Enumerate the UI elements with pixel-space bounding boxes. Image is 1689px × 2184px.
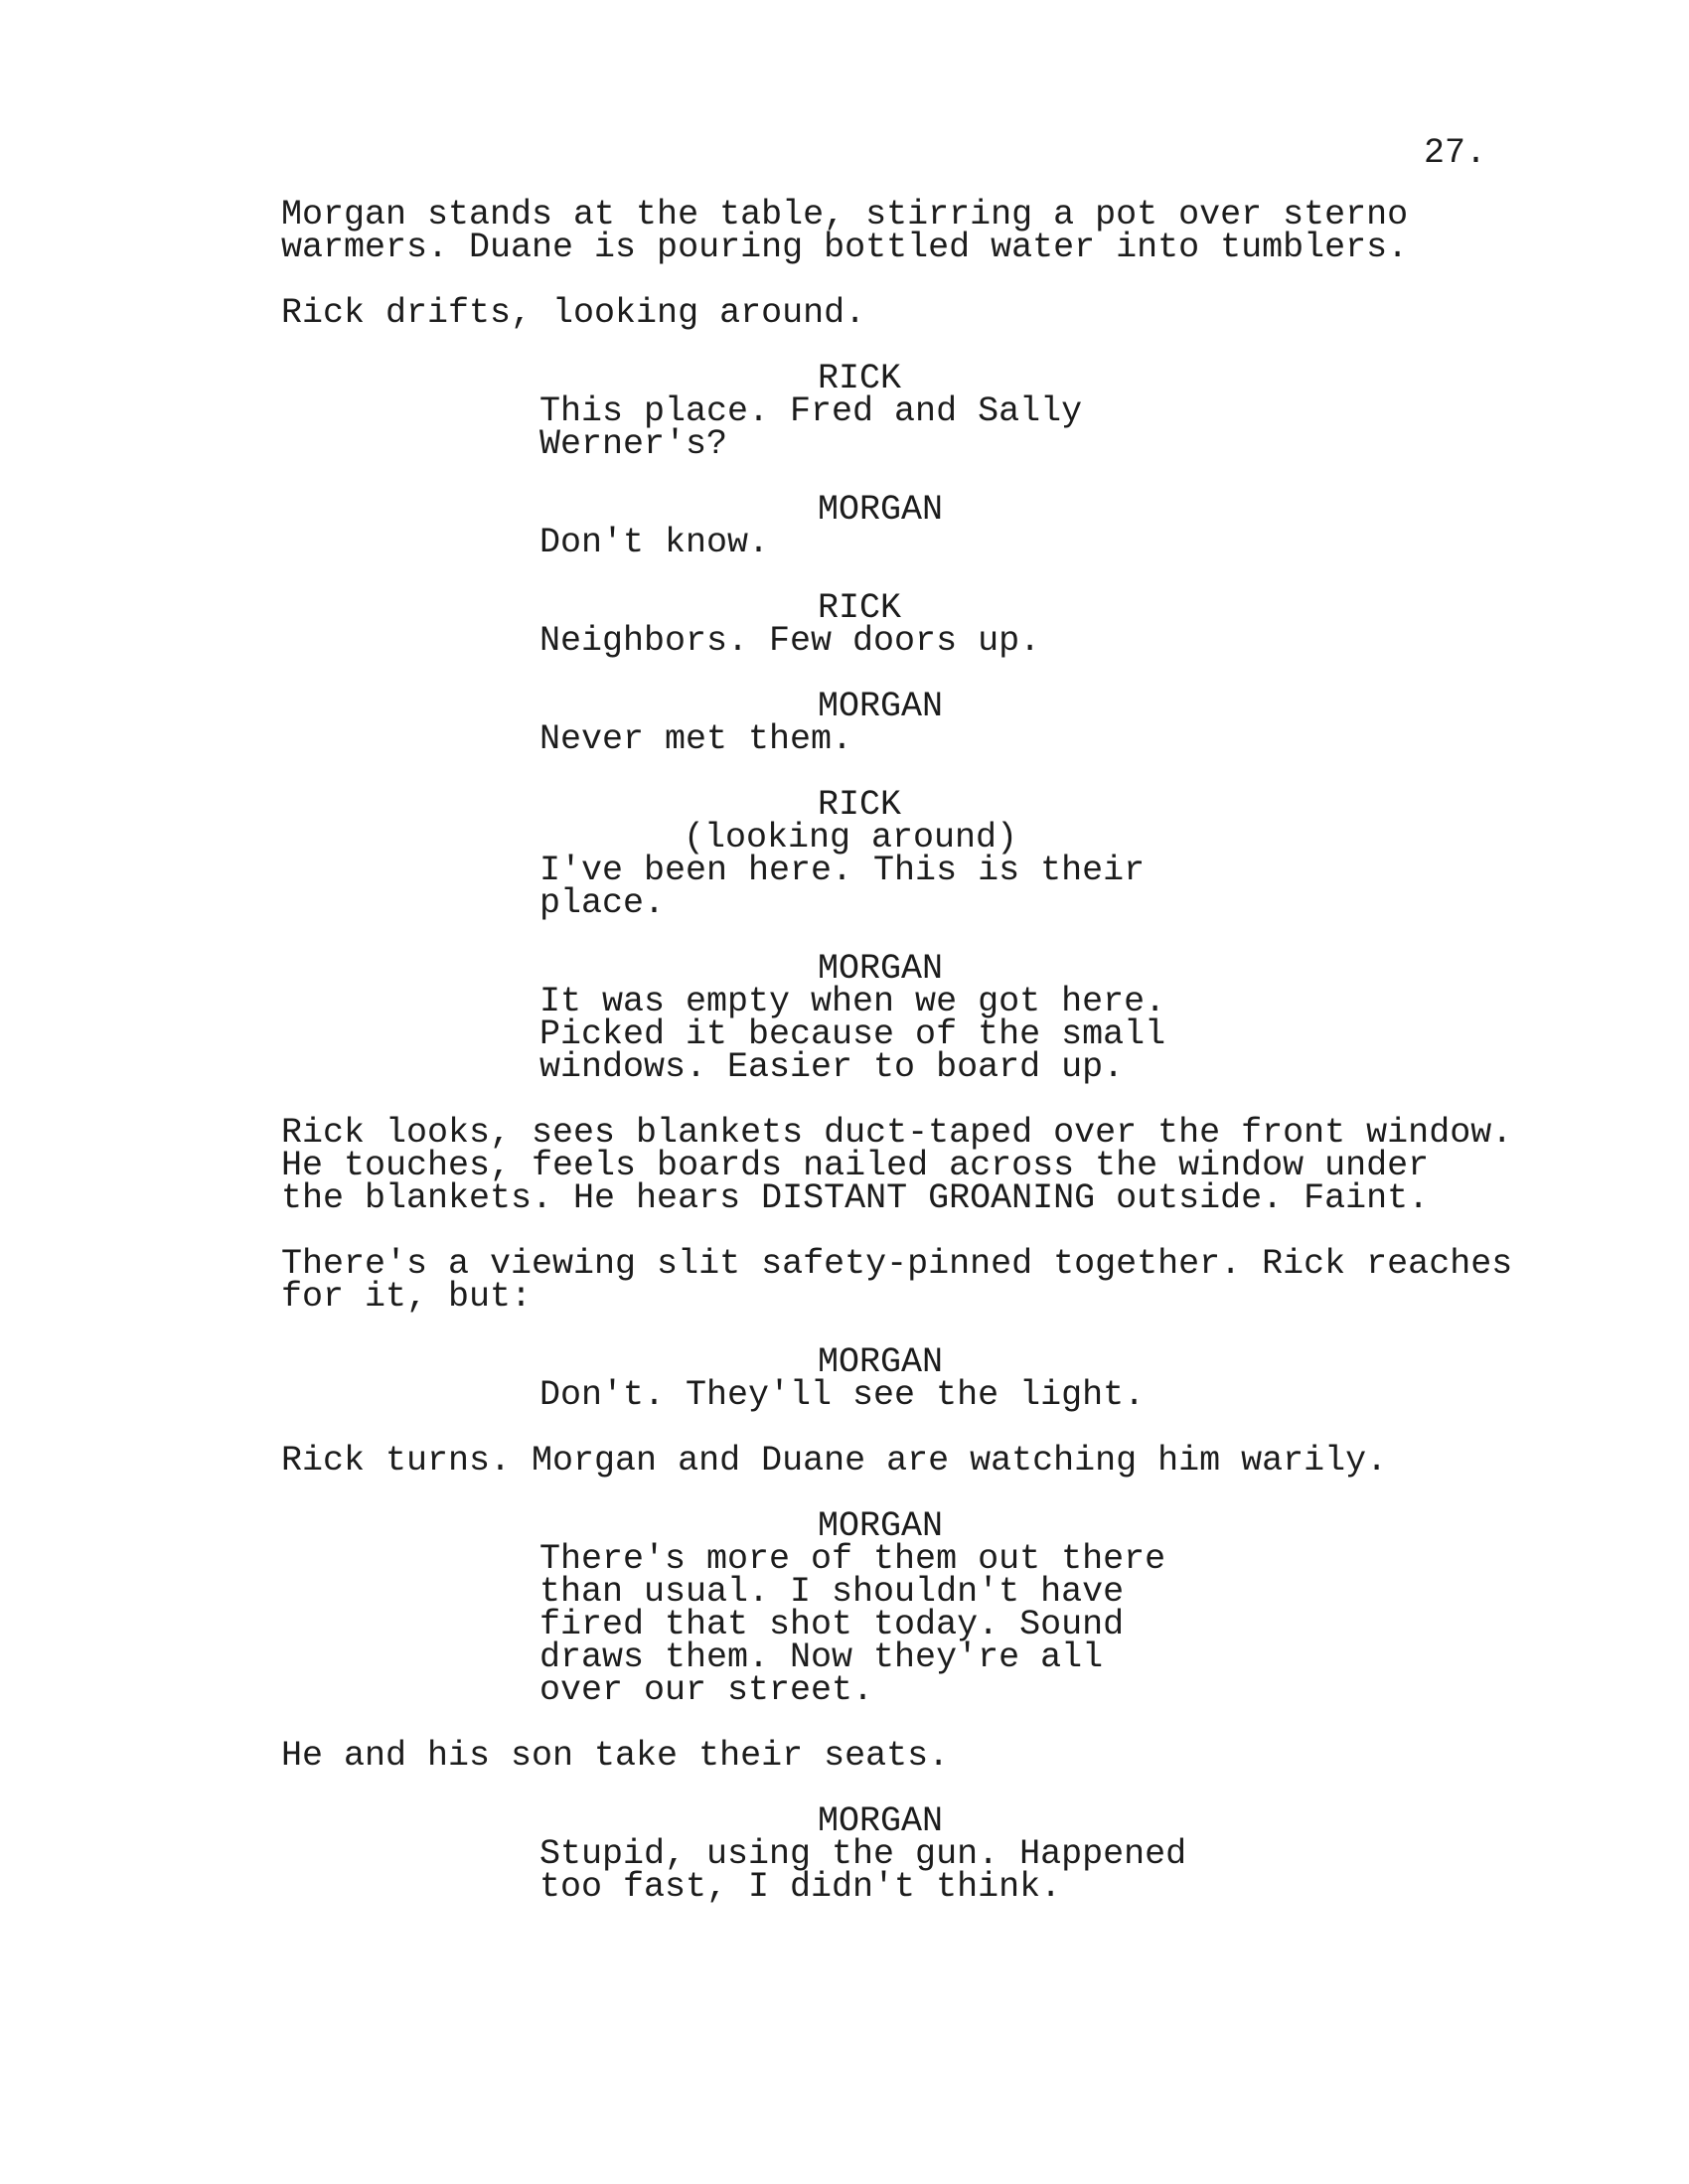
- character-cue: RICK: [818, 359, 902, 398]
- dialogue-line: There's more of them out there than usual. I shouldn't have fired that shot today. Sound draws them. Now they're all over our street.: [539, 1539, 1166, 1710]
- page-number: 27.: [1424, 133, 1487, 173]
- dialogue-line: It was empty when we got here. Picked it because of the small windows. Easier to board up.: [539, 982, 1166, 1087]
- character-cue: MORGAN: [818, 490, 944, 530]
- character-cue: MORGAN: [818, 949, 944, 989]
- action-line: Rick drifts, looking around.: [281, 293, 866, 333]
- character-cue: MORGAN: [818, 687, 944, 726]
- script-body: [0, 195, 1689, 1907]
- character-cue: MORGAN: [818, 1801, 944, 1841]
- action-line: Rick looks, sees blankets duct-taped over the front window. He touches, feels boards nailed across the window under the blankets. He hears DISTANT GROANING outside. Faint.: [281, 1113, 1513, 1218]
- parenthetical: (looking around): [684, 818, 1018, 858]
- dialogue-line: This place. Fred and Sally Werner's?: [539, 391, 1083, 464]
- dialogue-line: Don't. They'll see the light.: [539, 1375, 1146, 1415]
- action-line: Rick turns. Morgan and Duane are watching him warily.: [281, 1441, 1388, 1481]
- character-cue: RICK: [818, 588, 902, 628]
- dialogue-line: Never met them.: [539, 719, 853, 759]
- action-line: He and his son take their seats.: [281, 1736, 950, 1776]
- action-line: There's a viewing slit safety-pinned together. Rick reaches for it, but:: [281, 1244, 1513, 1317]
- character-cue: MORGAN: [818, 1342, 944, 1382]
- character-cue: MORGAN: [818, 1506, 944, 1546]
- dialogue-line: I've been here. This is their place.: [539, 851, 1146, 923]
- action-line: Morgan stands at the table, stirring a pot over sterno warmers. Duane is pouring bottled water into tumblers.: [281, 195, 1409, 267]
- dialogue-line: Neighbors. Few doors up.: [539, 621, 1041, 661]
- dialogue-line: Don't know.: [539, 523, 770, 562]
- character-cue: RICK: [818, 785, 902, 825]
- dialogue-line: Stupid, using the gun. Happened too fast, I didn't think.: [539, 1834, 1187, 1907]
